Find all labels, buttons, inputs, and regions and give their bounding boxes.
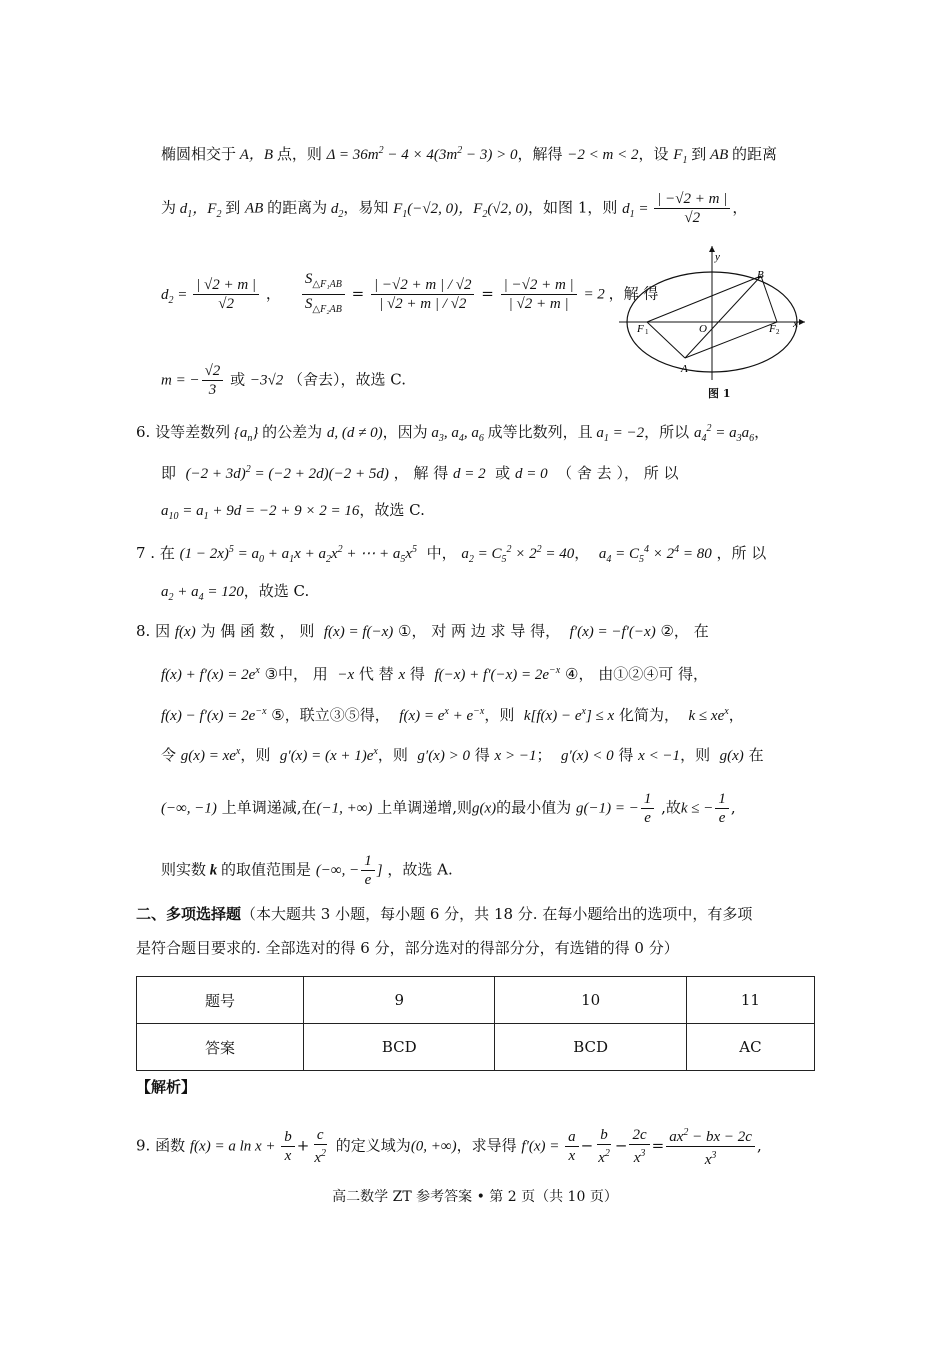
analysis-label: 【解析】: [136, 1078, 197, 1096]
p5-line4: m = − $\frac{√2}{3}$ 或 −3√2 （舍去），故选 C.: [161, 363, 406, 398]
page-footer: 高二数学 ZT 参考答案 • 第 2 页（共 10 页）: [332, 1189, 618, 1205]
segment-F1-A: [647, 322, 685, 358]
section2-desc2: 是符合题目要求的. 全部选对的得 6 分，部分选对的得部分分，有选错的得 0 分）: [136, 939, 679, 957]
segment-F1-B: [647, 276, 761, 322]
table-cell: 9: [304, 977, 495, 1024]
label-y: y: [715, 251, 720, 263]
p8-line6: 则实数 k 的取值范围是 (−∞, − $\frac{1}{e}$ ] ，故选 A.: [161, 853, 453, 888]
label-F1: F: [637, 323, 644, 335]
answer-table: [136, 976, 815, 1071]
label-x: x: [793, 318, 798, 330]
figure-caption: 图 1: [708, 387, 731, 400]
p8-line5: (−∞, −1) 上单调递减,在(−1, +∞) 上单调递增,则g(x)的最小值为 g(−1) = − $\frac{1}{e}$ ,故k ≤ − $\frac{1}{e}$ ,: [161, 791, 736, 826]
table-cell: BCD: [495, 1024, 686, 1071]
p7-line2: $a_2 + a_4 = 120$，故选 C.: [161, 582, 310, 603]
p8-line4: 令 $g(x) = xe^x$，则 $g'(x) = (x + 1)e^x$，则 g′(x) > 0 得 x > −1； g′(x) < 0 得 x < −1，则 g(x) 在: [161, 746, 764, 764]
table-cell: 10: [495, 977, 686, 1024]
svg-text:1: 1: [645, 328, 649, 336]
p5-line3: $d_2$ = $\frac{| √2 + m |}{√2}$ ， $\frac{S_{\triangle F_1AB}}{S_{\triangle F_2AB}}$ = $\frac{| -√2 + m | / √2}{| √2 + m | / √2}$ = $\frac{| -√2 + m |}{| √2 + m |}$ = 2 ，解 得: [161, 271, 659, 315]
label-F2: F: [769, 323, 776, 335]
table-cell: AC: [686, 1024, 814, 1071]
p8-line2: $f(x) + f'(x) = 2e^x$ ③中， 用 −x 代 替 x 得 $f(-x) + f'(-x) = 2e^{-x}$ ④， 由①②④可 得，: [161, 665, 708, 683]
segment-AB: [685, 276, 761, 358]
p5-line2: 为 $d_1$，$F_2$ 到 AB 的距离为 $d_2$，易知 $F_1(-√2$, 0)，$F_2(√2$, 0)，如图 1，则 $d_1$ = $\frac{| -√2 + m |}{√2}$ ，: [161, 191, 748, 226]
p6-line1: 6. 设等差数列 $\{a_n\}$ 的公差为 d, (d ≠ 0)，因为 $a_3$, $a_4$, $a_6$ 成等比数列，且 $a_1 = -2$，所以 $a_4^2 = a_3a_6$，: [136, 423, 770, 444]
table-row: [137, 1024, 815, 1071]
label-B: B: [757, 269, 764, 281]
p6-line3: $a_{10} = a_1 + 9d = -2 + 9 \times 2 = 16$，故选 C.: [161, 501, 425, 522]
figure-ellipse: [615, 240, 815, 390]
p6-line2: 即 $(-2 + 3d)^2 = (-2 + 2d)(-2 + 5d)$ ， 解 得 d = 2 或 d = 0 （ 舍 去 ）， 所 以: [161, 464, 679, 482]
p9-line1: 9. 函数 f(x) = a ln x + $\frac{b}{x}$ + $\frac{c}{x^2}$ 的定义域为(0, +∞)，求导得 f′(x) = $\frac{a}{x}$ − $\frac{b}{x^2}$ − $\frac{2c}{x^3}$ = $\frac{ax^2 - bx - 2c}{x^3}$ ,: [136, 1124, 762, 1169]
section2-heading-line: 二、多项选择题（本大题共 3 小题，每小题 6 分，共 18 分. 在每小题给出的选项中，有多项: [136, 905, 753, 923]
table-cell: 题号: [137, 977, 304, 1024]
p8-line3: $f(x) - f'(x) = 2e^{-x}$ ⑤，联立③⑤得， $f(x) = e^x + e^{-x}$，则 $k[f(x) - e^x] \le x$ 化简为， $k \le xe^x$，: [161, 706, 744, 724]
label-O: O: [699, 323, 707, 335]
p7-line1: 7 . 在 $(1 - 2x)^5 = a_0 + a_1x + a_2x^2$ + ⋯ + $a_5x^5$ 中， $a_2 = C_5^2 \times 2^2 = 40$， $a_4 = C_5^4 \times 2^4 = 80$ ，所 以: [136, 544, 767, 565]
label-A: A: [681, 363, 688, 375]
segment-F2-B: [761, 276, 777, 322]
p8-line1: 8. 因 f(x) 为 偶 函 数 ， 则 f(x) = f(−x) ①， 对 两 边 求 导 得， f′(x) = −f′(−x) ②， 在: [136, 622, 709, 640]
table-cell: 答案: [137, 1024, 304, 1071]
section2-heading: 二、多项选择题: [136, 905, 242, 923]
svg-text:2: 2: [776, 328, 780, 336]
p5-line1: 椭圆相交于 A，B 点，则 $\Delta = 36m^2 - 4 \times 4(3m^2 - 3) > 0$，解得 −2 < m < 2，设 $F_1$ 到 AB 的距离: [161, 145, 778, 166]
table-row: [137, 977, 815, 1024]
table-cell: BCD: [304, 1024, 495, 1071]
table-cell: 11: [686, 977, 814, 1024]
